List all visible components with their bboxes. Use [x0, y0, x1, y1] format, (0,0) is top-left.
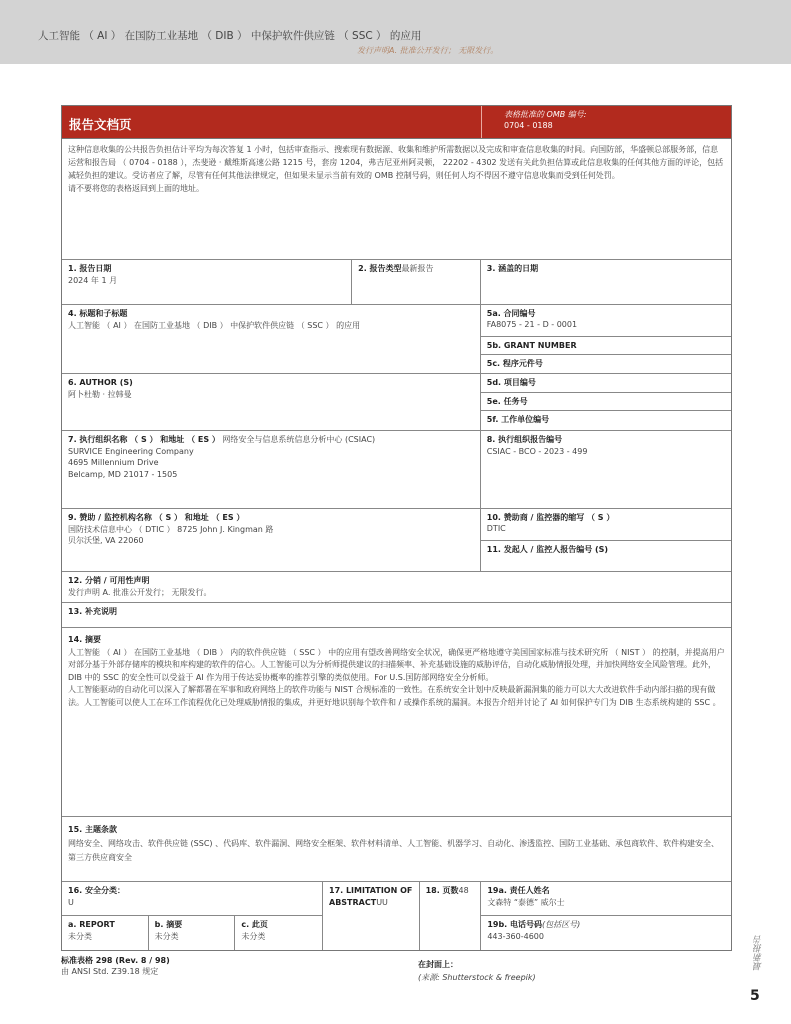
label-performing-report-number: 8. 执行组织报告编号 — [486, 435, 563, 444]
value-report-date: 2024 年 1 月 — [68, 275, 118, 285]
label-report-date: 1. 报告日期 — [68, 264, 112, 273]
field-contract-number — [481, 305, 731, 337]
label-abstract-classification: b. 摘要 — [154, 920, 183, 929]
row-distribution — [62, 572, 731, 603]
form-title: 报告文档页 — [62, 106, 482, 138]
field-performing-report-number — [481, 431, 731, 508]
field-dates-covered — [481, 260, 731, 304]
field-telephone — [481, 916, 731, 950]
cover-source: (来源: Shutterstock & freepik) — [418, 973, 536, 982]
value-subject-terms: 网络安全、网络攻击、软件供应链 (SSC) 、代码库、软件漏洞、网络安全框架、软件材料清单、人工智能、机器学习、自动化、渗透监控、国防工业基础、承包商软件、软件构建安全、第三方供应商安全 — [68, 839, 720, 862]
row-abstract — [62, 628, 731, 817]
label-supplementary-notes: 13. 补充说明 — [68, 607, 117, 616]
field-title-subtitle — [62, 305, 480, 374]
field-task-number: 5e. 任务号 — [481, 393, 731, 411]
field-grant-number: 5b. GRANT NUMBER — [481, 337, 731, 355]
value-author: 阿卜杜勒 · 拉韩曼 — [68, 389, 132, 399]
field-security-classification — [62, 882, 322, 916]
label-abstract: 14. 摘要 — [68, 635, 101, 644]
row-title-contract — [62, 305, 731, 431]
row-subject-terms — [62, 817, 731, 882]
label-distribution: 12. 分销 / 可用性声明 — [68, 576, 150, 585]
field-responsible-person — [481, 882, 731, 916]
value-report-classification: 未分类 — [68, 931, 92, 941]
field-sponsor-acronym — [481, 509, 731, 541]
field-performing-org — [62, 431, 481, 508]
label-telephone: 19b. 电话号码 — [487, 920, 542, 929]
row-classification — [62, 882, 731, 950]
page-header-bar — [0, 0, 791, 64]
value-performing-org-name: 网络安全与信息系统信息分析中心 (CSIAC) — [222, 435, 376, 444]
field-report-type — [352, 260, 481, 304]
ansi-label: 由 ANSI Std. Z39.18 规定 — [61, 967, 159, 976]
classification-subcells — [62, 916, 322, 950]
abstract-paragraph-2: 人工智能驱动的自动化可以深入了解都署在军事和政府网络上的软件功能与 NIST 合规标准的一致性。在系统安全计划中反映最新漏洞集的能力可以大大改进软件手动内部扫描的现有做法。人工智能可以使人工在环工作流程优化已处理威胁情报的集成，并更好地识别每个软件和 / 或操作系统的漏洞。本报告介绍并讨论了 AI 如何保护专门为 DIB 生态系统构建的 SSC 。 — [68, 685, 721, 707]
release-statement: 发行声明A. 批准公开发行； 无限发行。 — [357, 46, 499, 55]
field-program-element: 5c. 程序元件号 — [481, 355, 731, 374]
row-dates — [62, 260, 731, 305]
value-page-classification: 未分类 — [241, 931, 266, 941]
standard-form-footer — [61, 955, 170, 977]
field-supplementary-notes — [62, 603, 731, 627]
value-sponsoring-line1: 国防技术信息中心 （ DTIC ） 8725 John J. Kingman 路 — [68, 524, 274, 534]
value-sponsoring-line2: 贝尔沃堡, VA 22060 — [68, 536, 144, 545]
label-dates-covered: 3. 涵盖的日期 — [486, 264, 539, 273]
value-distribution: 发行声明 A. 批准公开发行； 无限发行。 — [68, 587, 212, 597]
note-telephone: (包括区号) — [542, 920, 581, 929]
left-column-block — [62, 305, 481, 430]
label-sponsoring-org: 9. 赞助 / 监控机构名称 （ S ） 和地址 （ ES ） — [68, 513, 245, 522]
side-section-label: 最新报告 — [754, 935, 764, 971]
label-report-classification: a. REPORT — [68, 920, 115, 929]
field-report-date — [62, 260, 352, 304]
value-abstract-classification: 未分类 — [154, 931, 179, 941]
row-performing-org — [62, 431, 731, 509]
field-page-count — [420, 882, 482, 950]
field-limitation — [323, 882, 420, 950]
value-responsible-person: 文森特 “泰德” 威尔士 — [487, 897, 565, 907]
field-subject-terms — [62, 817, 731, 881]
return-instruction: 请不要将您的表格返回到上面的地址。 — [68, 184, 204, 193]
label-security-classification: 16. 安全分类： — [68, 886, 125, 895]
field-sponsor-report-number: 11. 发起人 / 监控人报告编号 (S) — [486, 545, 609, 554]
page-number: 5 — [750, 988, 760, 1004]
field-abstract-classification — [149, 916, 236, 950]
label-page-classification: c. 此页 — [241, 920, 268, 929]
label-page-count: 18. 页数 — [425, 886, 459, 895]
cover-credit — [418, 958, 536, 984]
value-report-type: 最新报告 — [401, 264, 434, 273]
burden-text: 这种信息收集的公共报告负担估计平均为每次答复 1 小时，包括审查指示、搜索现有数据源、收集和维护所需数据以及完成和审查信息收集的时间。向国防部，华盛顿总部服务部，信息运营和报告局 （ 0704 - 0188 ），杰斐逊 · 戴维斯高速公路 1215 号，套房 1204，弗吉尼亚州阿灵顿， 22202 - 4302 发送有关此负担估算或此信息收集的任何其他方面的评论，包括减轻负担的建议。受访者应了解，尽管有任何其他法律规定，但如果未显示当前有效的 OMB 控制号码，则任何人均不得因不遵守信息收集而受到任何处罚。 — [68, 145, 724, 180]
value-city: Belcamp, MD 21017 - 1505 — [68, 469, 178, 479]
cover-label: 在封面上： — [418, 960, 458, 969]
row-sponsoring-org — [62, 509, 731, 572]
sponsor-right-block — [481, 509, 731, 571]
field-sponsoring-org — [62, 509, 481, 571]
value-performing-report-number: CSIAC - BCO - 2023 - 499 — [486, 446, 588, 456]
field-page-classification — [235, 916, 322, 950]
label-sponsor-acronym: 10. 赞助商 / 监控器的缩写 （ S ） — [486, 513, 615, 522]
omb-label: 表格批准的 OMB 编号: — [504, 110, 587, 119]
label-contract-number: 5a. 合同编号 — [486, 309, 536, 318]
field-report-classification — [62, 916, 149, 950]
field-project-number: 5d. 项目编号 — [481, 374, 731, 393]
label-author: 6. AUTHOR (S) — [68, 378, 133, 387]
omb-box — [482, 106, 608, 138]
label-title: 4. 标题和子标题 — [68, 309, 128, 318]
responsible-person-block — [481, 882, 731, 950]
row-supplementary — [62, 603, 731, 628]
form-header — [62, 106, 731, 139]
value-telephone: 443-360-4600 — [487, 931, 544, 941]
omb-number: 0704 - 0188 — [504, 121, 553, 130]
burden-statement — [62, 139, 731, 259]
value-street: 4695 Millennium Drive — [68, 458, 159, 467]
label-limitation: 17. LIMITATION OF ABSTRACT — [329, 886, 413, 907]
field-distribution — [62, 572, 731, 602]
label-report-type: 2. 报告类型 — [358, 264, 402, 273]
value-contract-number: FA8075 - 21 - D - 0001 — [486, 320, 578, 329]
label-performing-org: 7. 执行组织名称 （ S ） 和地址 （ ES ） — [68, 435, 220, 444]
value-company: SURVICE Engineering Company — [68, 446, 194, 456]
field-work-unit: 5f. 工作单位编号 — [486, 415, 550, 424]
field-author — [62, 374, 480, 430]
field-abstract — [62, 628, 731, 816]
abstract-paragraph-1: 人工智能 （ AI ） 在国防工业基地 （ DIB ） 内的软件供应链 （ SSC ） 中的应用有望改善网络安全状况，确保更严格地遵守美国国家标准与技术研究所 （ NIST ） 的控制，并提高用户对部分基于外部存储库的模块和库构建的软件的信心。人工智能可以为分析师提供建议的扫描频率、补充基础设施的威胁评估，自动化威胁情报处理，并加快网络安全风险管理。此外，DIB 中的 SSC 的安全性可以受益于 AI 作为用于传达妥协概率的推荐引擎的类似使用。For U.S.国防部网络安全分析师。 — [68, 647, 725, 682]
value-limitation: UU — [376, 897, 388, 907]
value-page-count: 48 — [458, 886, 469, 895]
burden-statement-row — [62, 139, 731, 260]
report-documentation-form — [61, 105, 732, 951]
label-responsible-person: 19a. 责任人姓名 — [487, 886, 550, 895]
value-title: 人工智能 （ AI ） 在国防工业基地 （ DIB ） 中保护软件供应链 （ SSC ） 的应用 — [68, 320, 361, 330]
document-title: 人工智能 （ AI ） 在国防工业基地 （ DIB ） 中保护软件供应链 （ SSC ） 的应用 — [38, 30, 422, 42]
value-sponsor-acronym: DTIC — [486, 524, 506, 533]
right-column-block — [481, 305, 731, 430]
value-security-classification: U — [68, 897, 74, 907]
security-classification-block — [62, 882, 323, 950]
label-subject-terms: 15. 主题条款 — [68, 825, 117, 834]
standard-form-label: 标准表格 298 (Rev. 8 / 98) — [61, 956, 170, 965]
